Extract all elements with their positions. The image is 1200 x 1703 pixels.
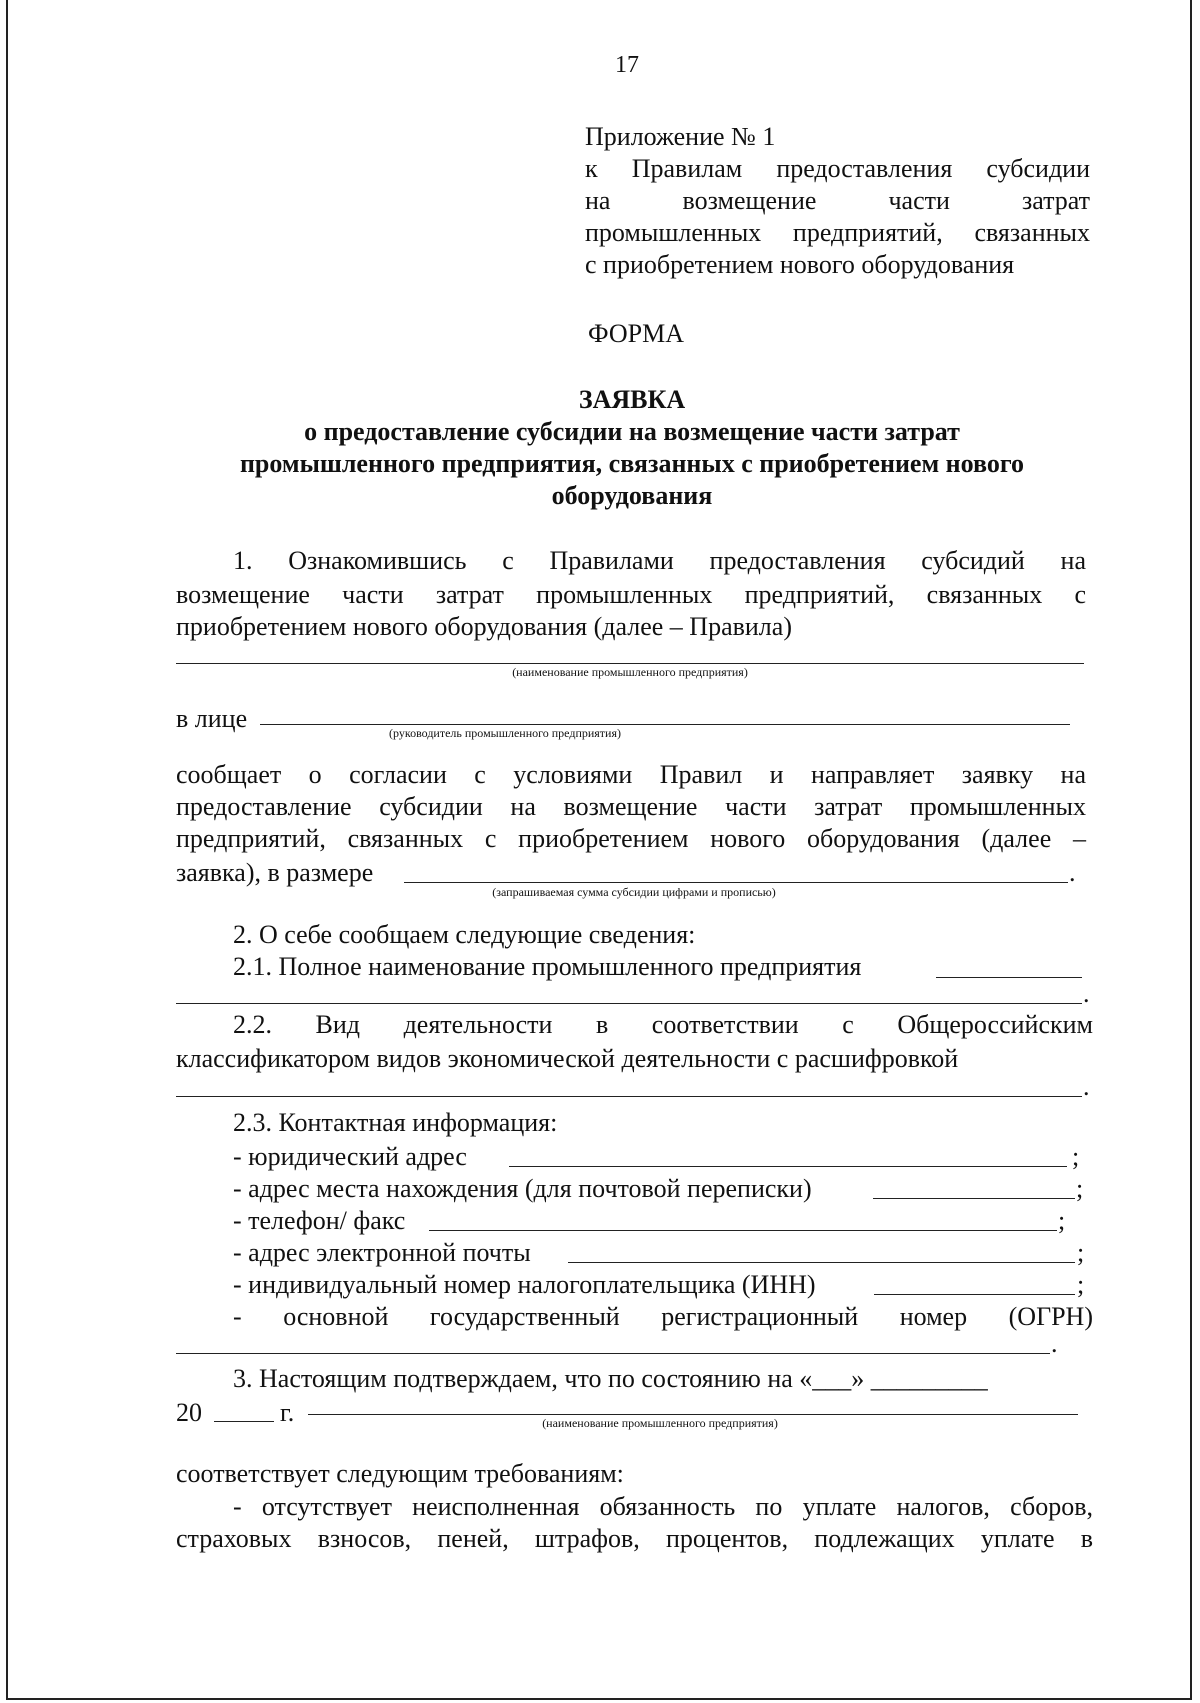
legal-address-field[interactable] xyxy=(509,1166,1067,1167)
paragraph-line: возмещение части затрат промышленных предприятий, связанных с xyxy=(176,580,1086,609)
full-name-field-cont[interactable] xyxy=(176,1003,1082,1004)
paragraph-line: предоставление субсидии на возмещение части затрат промышленных xyxy=(176,792,1086,821)
punctuation: ; xyxy=(1076,1174,1084,1203)
head-name-field[interactable] xyxy=(260,724,1070,725)
heading-title: ЗАЯВКА xyxy=(578,385,686,414)
punctuation: ; xyxy=(1058,1206,1066,1235)
inn-field[interactable] xyxy=(874,1294,1075,1295)
paragraph-line: предприятий, связанных с приобретением нового оборудования (далее – xyxy=(176,824,1086,853)
amount-field[interactable] xyxy=(404,882,1068,883)
amount-label: заявка), в размере xyxy=(176,858,374,887)
postal-address-field[interactable] xyxy=(873,1198,1075,1199)
appendix-title: Приложение № 1 xyxy=(585,122,776,151)
paragraph-line: сообщает о согласии с условиями Правил и направляет заявку на xyxy=(176,760,1086,789)
punctuation: . xyxy=(1083,1072,1090,1101)
punctuation: . xyxy=(1069,858,1076,887)
paragraph-line: 1. Ознакомившись с Правилами предоставления субсидий на xyxy=(233,546,1086,575)
field-caption: (руководитель промышленного предприятия) xyxy=(389,726,621,740)
paragraph-line: страховых взносов, пеней, штрафов, процентов, подлежащих уплате в xyxy=(176,1524,1093,1553)
paragraph-line: 3. Настоящим подтверждаем, что по состоянию на «___» _________ xyxy=(233,1364,988,1393)
item-label: 2.1. Полное наименование промышленного предприятия xyxy=(233,952,862,981)
appendix-line: на возмещение части затрат xyxy=(585,186,1090,215)
phone-fax-field[interactable] xyxy=(429,1230,1057,1231)
punctuation: ; xyxy=(1072,1142,1080,1171)
contact-label: - индивидуальный номер налогоплательщика (ИНН) xyxy=(233,1270,816,1299)
field-caption: (запрашиваемая сумма субсидии цифрами и прописью) xyxy=(492,885,776,899)
item-label: классификатором видов экономической деятельности с расшифровкой xyxy=(176,1044,959,1073)
item-label: 2.2. Вид деятельности в соответствии с Общероссийским xyxy=(233,1010,1093,1039)
form-label: ФОРМА xyxy=(588,319,684,348)
punctuation: . xyxy=(1051,1329,1058,1358)
section-title: 2. О себе сообщаем следующие сведения: xyxy=(233,920,696,949)
paragraph-line: приобретением нового оборудования (далее – Правила) xyxy=(176,612,792,641)
enterprise-name-field[interactable] xyxy=(308,1414,1078,1415)
year-suffix: г. xyxy=(280,1398,295,1427)
heading-line: о предоставление субсидии на возмещение части затрат xyxy=(304,417,960,446)
email-field[interactable] xyxy=(568,1262,1075,1263)
item-label: 2.3. Контактная информация: xyxy=(233,1108,558,1137)
appendix-line: промышленных предприятий, связанных xyxy=(585,218,1090,247)
enterprise-name-field[interactable] xyxy=(176,663,1084,664)
punctuation: ; xyxy=(1077,1270,1085,1299)
contact-label: - адрес места нахождения (для почтовой переписки) xyxy=(233,1174,812,1203)
in-person-label: в лице xyxy=(176,704,248,733)
full-name-field[interactable] xyxy=(936,977,1082,978)
contact-label: - телефон/ факс xyxy=(233,1206,406,1235)
contact-label: - адрес электронной почты xyxy=(233,1238,531,1267)
year-field[interactable] xyxy=(214,1421,274,1422)
punctuation: ; xyxy=(1077,1238,1085,1267)
field-caption: (наименование промышленного предприятия) xyxy=(512,665,748,679)
year-prefix: 20 xyxy=(176,1398,202,1427)
page-number: 17 xyxy=(615,52,639,78)
field-caption: (наименование промышленного предприятия) xyxy=(542,1416,778,1430)
contact-label: - юридический адрес xyxy=(233,1142,467,1171)
punctuation: . xyxy=(1083,979,1090,1008)
heading-line: оборудования xyxy=(551,481,713,510)
activity-field[interactable] xyxy=(176,1096,1082,1097)
paragraph-line: соответствует следующим требованиям: xyxy=(176,1459,624,1488)
ogrn-field[interactable] xyxy=(176,1353,1050,1354)
contact-label: - основной государственный регистрационный номер (ОГРН) xyxy=(233,1302,1093,1331)
appendix-line: с приобретением нового оборудования xyxy=(585,250,1015,279)
appendix-line: к Правилам предоставления субсидии xyxy=(585,154,1090,183)
heading-line: промышленного предприятия, связанных с приобретением нового xyxy=(239,449,1025,478)
paragraph-line: - отсутствует неисполненная обязанность по уплате налогов, сборов, xyxy=(233,1492,1093,1521)
